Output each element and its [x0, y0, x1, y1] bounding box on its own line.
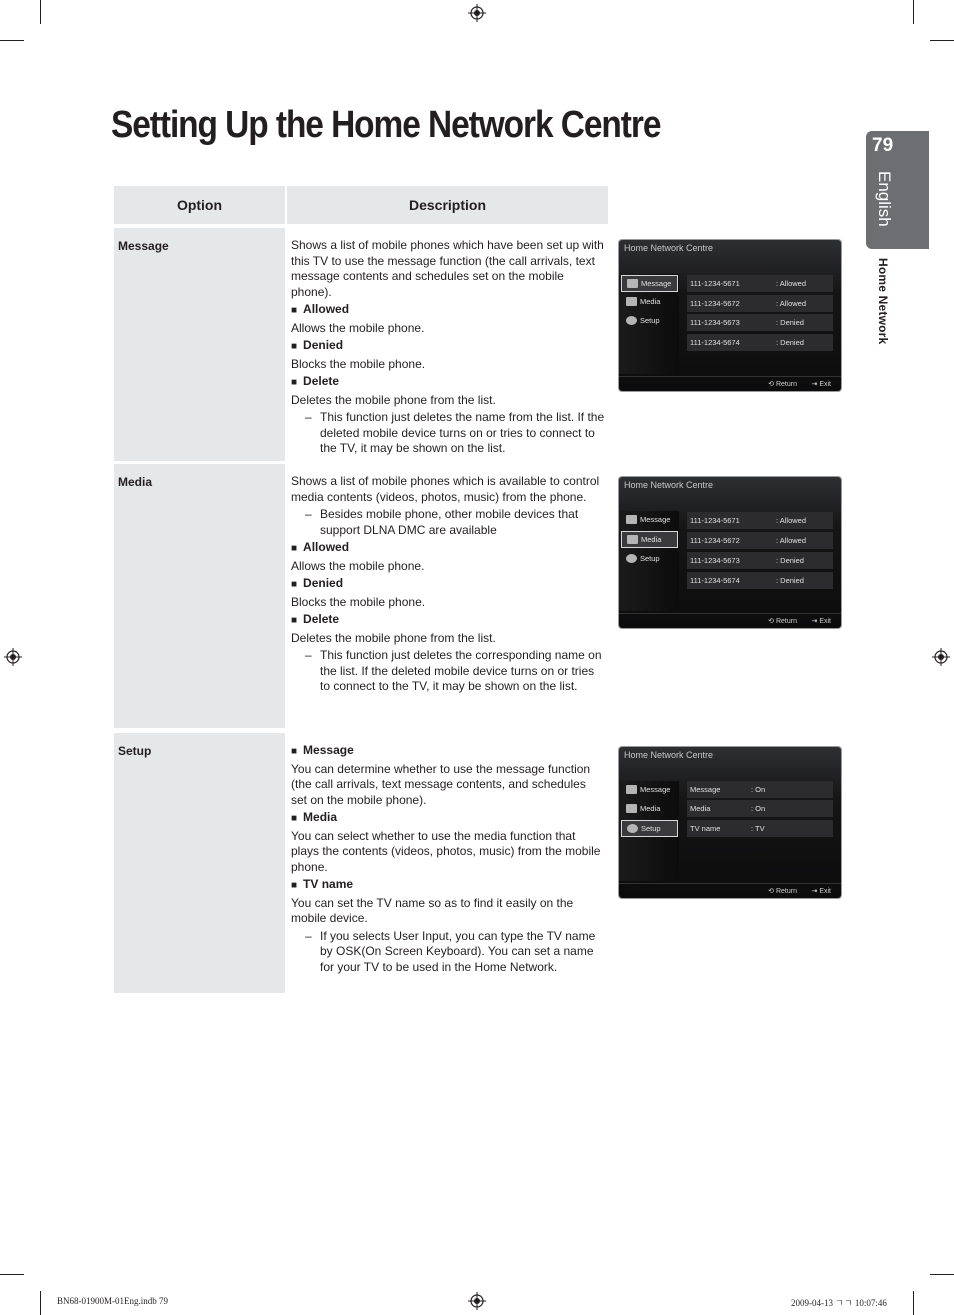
description-text: Deletes the mobile phone from the list.	[291, 630, 496, 645]
description-text: Shows a list of mobile phones which is available to control media contents (videos, photos, music) from the phone.	[291, 474, 600, 504]
gear-icon	[627, 824, 638, 833]
media-icon	[626, 297, 637, 306]
note-text: If you selects User Input, you can type the TV name by OSK(On Screen Keyboard). You can set a name for your TV to be used in the Home Network.	[320, 928, 596, 974]
registration-mark-icon	[932, 648, 950, 666]
registration-mark-icon	[468, 4, 486, 22]
tv-setup-row: Message : On	[687, 781, 833, 798]
crop-mark	[913, 0, 914, 24]
crop-mark	[0, 40, 24, 41]
tv-menu	[619, 274, 679, 374]
tv-menu-item-message: Message	[621, 512, 676, 527]
page-tab	[866, 131, 929, 249]
language-label: English	[875, 171, 894, 227]
description-text: You can determine whether to use the message function (the call arrivals, text message contents, and schedules set on the mobile phone).	[291, 761, 591, 807]
tv-menu	[619, 781, 679, 881]
tv-footer	[619, 376, 841, 391]
media-icon	[627, 535, 638, 544]
bullet-heading: ■ Denied	[291, 338, 605, 355]
bullet-heading: ■ Delete	[291, 612, 605, 629]
note: – Besides mobile phone, other mobile devices that support DLNA DMC are available	[305, 507, 605, 538]
tv-menu-item-media: Media	[621, 294, 676, 309]
tv-menu-item-media: Media	[621, 801, 676, 816]
tv-screen-message	[619, 240, 841, 391]
crop-mark	[930, 40, 954, 41]
note-text: Besides mobile phone, other mobile devices that support DLNA DMC are available	[320, 507, 579, 537]
note: – This function just deletes the corresponding name on the list. If the deleted mobile device turns on or tries to connect to the TV, it may be shown on the list.	[305, 648, 605, 695]
tv-menu-item-message: Message	[621, 782, 676, 797]
description-text: Allows the mobile phone.	[291, 558, 425, 573]
media-icon	[626, 804, 637, 813]
option-cell-setup	[114, 733, 285, 993]
tv-list-row: 111-1234-5671 : Allowed	[687, 512, 833, 529]
footer-date: 2009-04-13 ㄱㄱ 10:07:46	[791, 1298, 887, 1308]
crop-mark	[40, 0, 41, 24]
note-text: This function just deletes the name from the list. If the deleted mobile device turns on or tries to connect to the TV, it may be shown on the list.	[320, 410, 605, 455]
description-text: You can select whether to use the media function that plays the contents (videos, photos, music) from the mobile phone.	[291, 828, 601, 874]
crop-mark	[913, 1291, 914, 1315]
return-hint: ⟲ Return	[768, 381, 797, 388]
tv-list-row: 111-1234-5672 : Allowed	[687, 295, 833, 312]
tv-list-row: 111-1234-5672 : Allowed	[687, 532, 833, 549]
exit-hint: ⇥ Exit	[811, 888, 831, 895]
crop-mark	[0, 1274, 24, 1275]
tv-screen-title: Home Network Centre	[624, 243, 714, 253]
description-message	[291, 238, 605, 459]
description-text: Shows a list of mobile phones which have been set up with this TV to use the message function (the call arrivals, text message contents and schedules set on the mobile phone).	[291, 238, 604, 299]
bullet-heading: ■ TV name	[291, 877, 605, 894]
registration-mark-icon	[4, 648, 22, 666]
tv-menu-item-setup: Setup	[621, 313, 676, 328]
bullet-heading: ■ Delete	[291, 374, 605, 391]
return-hint: ⟲ Return	[768, 888, 797, 895]
return-hint: ⟲ Return	[768, 618, 797, 625]
bullet-heading: ■ Media	[291, 810, 605, 827]
note-text: This function just deletes the corresponding name on the list. If the deleted mobile device turns on or tries to connect to the TV, it may be shown on the list.	[320, 648, 602, 693]
note: – If you selects User Input, you can type the TV name by OSK(On Screen Keyboard). You can set a name for your TV to be used in the Home Network.	[305, 929, 605, 976]
section-label: Home Network	[876, 258, 890, 345]
tv-list-row: 111-1234-5671 : Allowed	[687, 275, 833, 292]
envelope-icon	[626, 785, 637, 794]
description-text: Blocks the mobile phone.	[291, 594, 426, 609]
description-text: Deletes the mobile phone from the list.	[291, 392, 496, 407]
description-text: Allows the mobile phone.	[291, 320, 425, 335]
note: – This function just deletes the name from the list. If the deleted mobile device turns on or tries to connect to the TV, it may be shown on the list.	[305, 410, 605, 455]
bullet-heading: ■ Denied	[291, 576, 605, 593]
tv-setup-row: TV name : TV	[687, 820, 833, 837]
tv-list-row: 111-1234-5673 : Denied	[687, 314, 833, 331]
tv-screen-media	[619, 477, 841, 628]
bullet-heading: ■ Message	[291, 743, 605, 760]
envelope-icon	[626, 515, 637, 524]
description-text: You can set the TV name so as to find it easily on the mobile device.	[291, 895, 574, 925]
tv-footer	[619, 613, 841, 628]
description-text: Blocks the mobile phone.	[291, 356, 426, 371]
tv-list-row: 111-1234-5674 : Denied	[687, 334, 833, 351]
tv-footer	[619, 883, 841, 898]
envelope-icon	[627, 279, 638, 288]
footer-file: BN68-01900M-01Eng.indb 79	[57, 1296, 168, 1306]
registration-mark-icon	[468, 1292, 486, 1310]
gear-icon	[626, 554, 637, 563]
tv-menu-item-setup: Setup	[621, 551, 676, 566]
tv-list-row: 111-1234-5673 : Denied	[687, 552, 833, 569]
page-number: 79	[872, 135, 894, 156]
table-header-description: Description	[287, 186, 608, 224]
bullet-heading: ■ Allowed	[291, 302, 605, 319]
description-setup	[291, 743, 605, 977]
page-title: Setting Up the Home Network Centre	[111, 104, 661, 146]
tv-screen-title: Home Network Centre	[624, 480, 714, 490]
tv-menu-item-setup: Setup	[621, 820, 678, 837]
tv-menu-item-media: Media	[621, 531, 678, 548]
option-cell-media	[114, 464, 285, 728]
tv-menu	[619, 511, 679, 611]
crop-mark	[40, 1291, 41, 1315]
tv-menu-item-message: Message	[621, 275, 678, 292]
gear-icon	[626, 316, 637, 325]
option-label: Message	[118, 239, 169, 253]
table-header-option: Option	[114, 186, 285, 224]
tv-screen-title: Home Network Centre	[624, 750, 714, 760]
exit-hint: ⇥ Exit	[811, 381, 831, 388]
exit-hint: ⇥ Exit	[811, 618, 831, 625]
option-label: Media	[118, 475, 153, 489]
bullet-heading: ■ Allowed	[291, 540, 605, 557]
description-media	[291, 474, 605, 697]
tv-list-row: 111-1234-5674 : Denied	[687, 572, 833, 589]
crop-mark	[930, 1274, 954, 1275]
option-cell-message	[114, 228, 285, 461]
tv-screen-setup	[619, 747, 841, 898]
tv-setup-row: Media : On	[687, 800, 833, 817]
option-label: Setup	[118, 744, 152, 758]
